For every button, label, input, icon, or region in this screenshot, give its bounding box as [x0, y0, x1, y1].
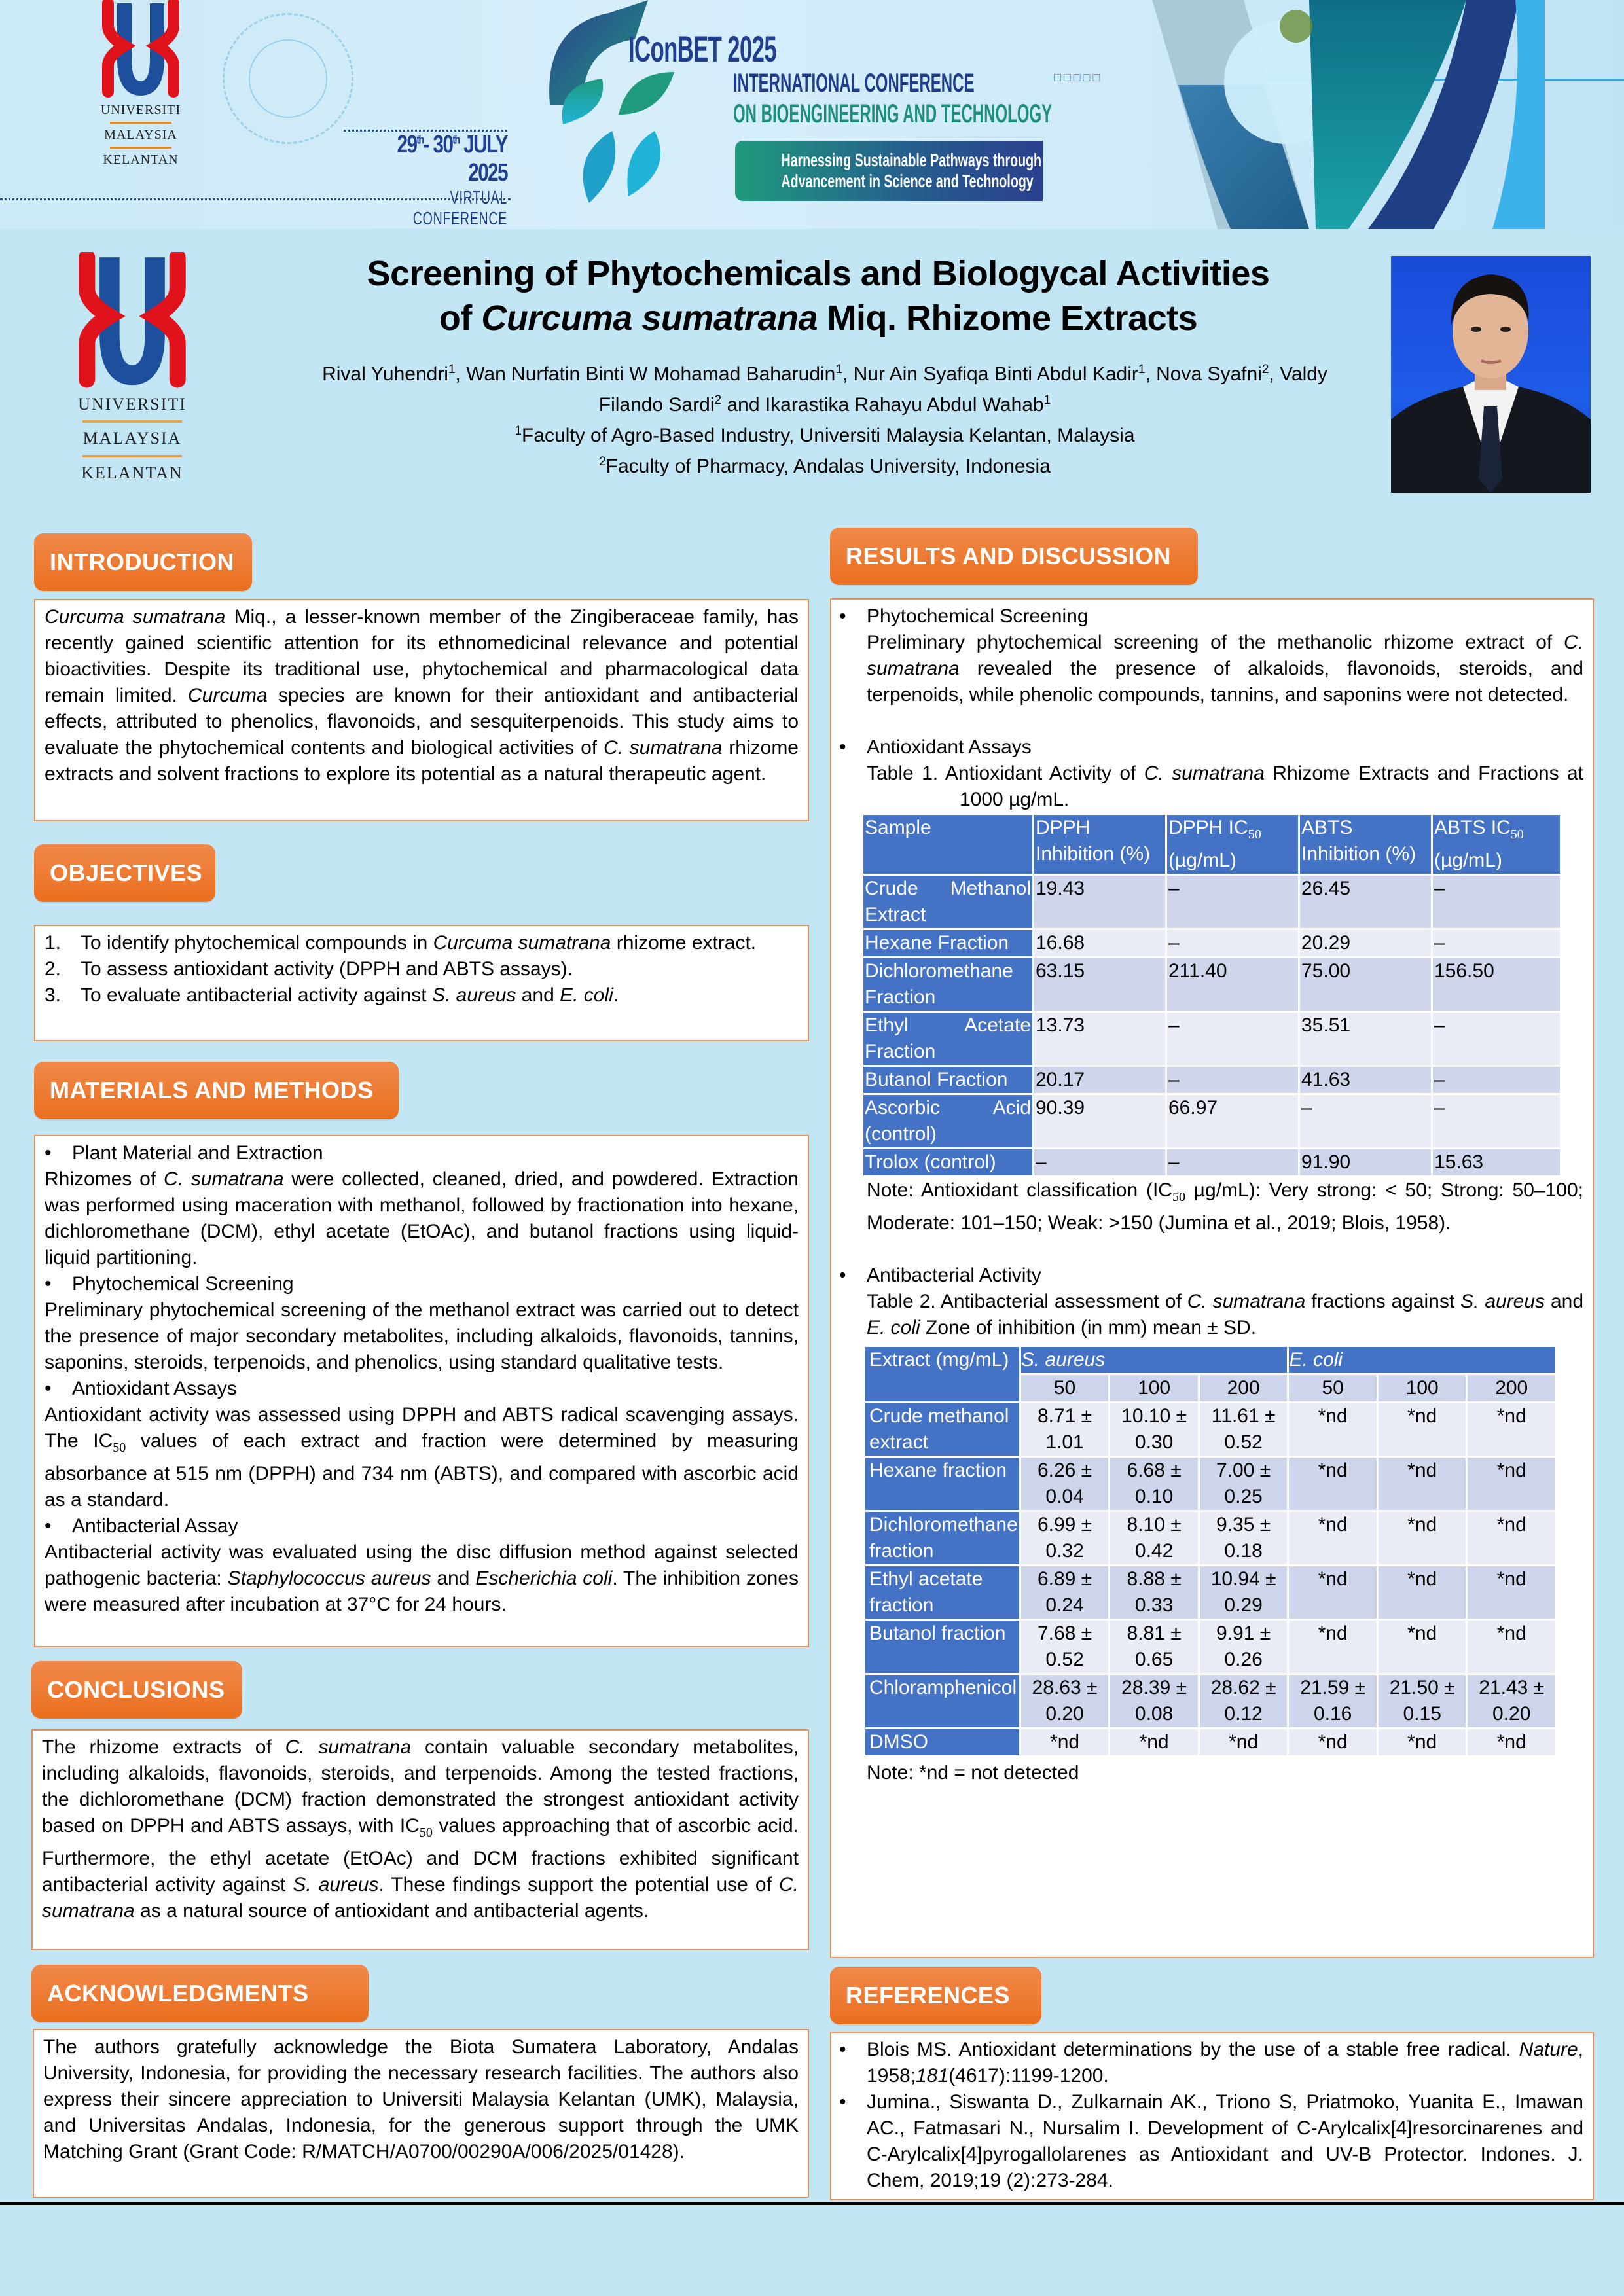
- umk-emblem-icon: [98, 0, 183, 98]
- section-heading-conclusions: CONCLUSIONS: [31, 1661, 242, 1719]
- section-heading-introduction: INTRODUCTION: [34, 533, 252, 591]
- value-cell: –: [1433, 1095, 1560, 1147]
- value-cell: –: [1167, 876, 1298, 928]
- value-cell: 211.40: [1167, 958, 1298, 1011]
- logo-line: UNIVERSITI: [78, 395, 187, 414]
- table-header-cell: ABTS $IC_{50}$ (µg/mL): [1433, 815, 1560, 874]
- table-header-cell: Sample: [863, 815, 1032, 874]
- value-cell: 66.97: [1167, 1095, 1298, 1147]
- table-header-cell: ABTS Inhibition (%): [1300, 815, 1431, 874]
- value-cell: –: [1034, 1149, 1165, 1175]
- squares-decoration: □□□□□: [1054, 71, 1103, 84]
- table1-note: Note: Antioxidant classification ($IC_{50}$ µg/mL): Very strong: < 50; Strong: 50–100; Moderate: 101–150; Weak: >150 (Jumina et al., 2019; Blois, 1958).: [867, 1179, 1583, 1234]
- sample-name-cell: Butanol Fraction: [863, 1067, 1032, 1093]
- inhibition-zone-cell: 28.63 ± 0.20: [1021, 1675, 1109, 1727]
- inhibition-zone-cell: 8.81 ± 0.65: [1110, 1621, 1198, 1673]
- author-name: Nur Ain Syafiqa Binti Abdul Kadir: [853, 363, 1138, 385]
- inhibition-zone-cell: 6.26 ± 0.04: [1021, 1458, 1109, 1510]
- inhibition-zone-cell: 7.68 ± 0.52: [1021, 1621, 1109, 1673]
- results-subheading: • Phytochemical Screening: [839, 605, 1089, 627]
- value-cell: –: [1433, 1067, 1560, 1093]
- inhibition-zone-cell: *nd: [1468, 1621, 1555, 1673]
- inhibition-zone-cell: *nd: [1379, 1566, 1466, 1619]
- sample-name-cell: Dichloromethane Fraction: [863, 958, 1032, 1011]
- title-line-1: Screening of Phytochemicals and Biologycal Activities: [367, 254, 1270, 293]
- table-header-row: [863, 815, 1560, 874]
- value-cell: 15.63: [1433, 1149, 1560, 1175]
- table-row: [865, 1458, 1555, 1510]
- extract-name-cell: Hexane fraction: [865, 1458, 1019, 1510]
- conference-mode: VIRTUAL CONFERENCE: [412, 187, 507, 228]
- inhibition-zone-cell: 28.39 ± 0.08: [1110, 1675, 1198, 1727]
- author-list: Rival Yuhendri$^1$, Wan Nurfatin Binti W Mohamad Baharudin$^1$, Nur Ain Syafiqa Binti Abdul Kadir$^1$, Nova Syafni$^2$, Valdy Filando Sardi$^2$ and Ikarastika Rahayu Abdul Wahab$^1$: [322, 363, 1327, 416]
- tech-circle-decoration: [249, 39, 327, 118]
- poster-title: [262, 251, 1375, 340]
- inhibition-zone-cell: 8.71 ± 1.01: [1021, 1403, 1109, 1456]
- inhibition-zone-cell: *nd: [1468, 1729, 1555, 1755]
- table-corner-header: Extract (mg/mL): [865, 1347, 1019, 1401]
- logo-divider: [82, 455, 182, 457]
- table-row: [863, 876, 1560, 928]
- value-cell: 90.39: [1034, 1095, 1165, 1147]
- acknowledgments-box: [33, 2029, 809, 2198]
- conference-tagline: [735, 141, 1043, 201]
- value-cell: –: [1167, 1013, 1298, 1065]
- sample-name-cell: Ascorbic Acid (control): [863, 1095, 1032, 1147]
- author-name: Rival Yuhendri: [322, 363, 448, 385]
- umk-emblem-icon: [73, 252, 191, 389]
- concentration-header: 50: [1289, 1375, 1377, 1401]
- methods-paragraph: Rhizomes of C. sumatrana were collected, cleaned, dried, and powdered. Extraction was performed using maceration with methanol, followed by fractionation into hexane, dichloromethane (DCM), ethyl acetate (EtOAc), and butanol fractions using liquid-liquid partitioning.: [45, 1168, 799, 1268]
- value-cell: 13.73: [1034, 1013, 1165, 1065]
- extract-name-cell: Chloramphenicol: [865, 1675, 1019, 1727]
- introduction-text: Curcuma sumatrana Miq., a lesser-known member of the Zingiberaceae family, has recently gained scientific attention for its ethnomedicinal relevance and potential bioactivities. Despite its traditional use, phytochemical and pharmacological data remain limited. Curcuma species are known for their antioxidant and antibacterial effects, attributed to phenolics, flavonoids, and sesquiterpenoids. This study aims to evaluate the phytochemical contents and biological activities of C. sumatrana rhizome extracts and solvent fractions to explore its potential as a natural therapeutic agent.: [45, 606, 799, 785]
- value-cell: 91.90: [1300, 1149, 1431, 1175]
- table-row: [863, 1095, 1560, 1147]
- sample-name-cell: Crude Methanol Extract: [863, 876, 1032, 928]
- logo-divider: [82, 420, 182, 423]
- reference-item: • Jumina., Siswanta D., Zulkarnain AK., Triono S, Priatmoko, Yuanita E., Imawan AC., Fatmasari N., Nursalim I. Development of C-Arylcalix[4]resorcinarenes and C-Arylcalix[4]pyrogallolarenes as Antioxidant and UV-B Protector. Indones. J. Chem, 2019;19 (2):273-284.: [839, 2091, 1583, 2191]
- table-group-header: S. aureus: [1021, 1347, 1288, 1373]
- table-row: [863, 1013, 1560, 1065]
- methods-subheading: • Antioxidant Assays: [45, 1378, 237, 1399]
- results-subheading: • Antioxidant Assays: [839, 736, 1032, 758]
- value-cell: 19.43: [1034, 876, 1165, 928]
- table-row: [865, 1403, 1555, 1456]
- logo-line: KELANTAN: [81, 463, 183, 482]
- dotted-divider: [0, 198, 511, 200]
- inhibition-zone-cell: *nd: [1468, 1566, 1555, 1619]
- tagline-line: Advancement in Science and Technology: [781, 171, 1034, 191]
- sample-name-cell: Trolox (control): [863, 1149, 1032, 1175]
- banner-logo-line: UNIVERSITI: [100, 103, 181, 117]
- conference-line-2: ON BIOENGINEERING AND TECHNOLOGY: [733, 99, 1053, 128]
- value-cell: –: [1167, 1067, 1298, 1093]
- inhibition-zone-cell: 21.50 ± 0.15: [1379, 1675, 1466, 1727]
- inhibition-zone-cell: 21.43 ± 0.20: [1468, 1675, 1555, 1727]
- inhibition-zone-cell: 9.91 ± 0.26: [1200, 1621, 1288, 1673]
- section-heading-acknowledgments: ACKNOWLEDGMENTS: [31, 1965, 369, 2022]
- table-header-cell: DPPH $IC_{50}$ (µg/mL): [1167, 815, 1298, 874]
- inhibition-zone-cell: *nd: [1289, 1403, 1377, 1456]
- table-group-header: E. coli: [1289, 1347, 1555, 1373]
- table-row: [863, 958, 1560, 1011]
- banner-logo-line: KELANTAN: [103, 152, 179, 167]
- inhibition-zone-cell: 11.61 ± 0.52: [1200, 1403, 1288, 1456]
- section-heading-objectives: OBJECTIVES: [34, 844, 215, 902]
- table-row: [865, 1512, 1555, 1564]
- inhibition-zone-cell: *nd: [1110, 1729, 1198, 1755]
- objectives-box: [34, 925, 809, 1041]
- inhibition-zone-cell: *nd: [1468, 1458, 1555, 1510]
- table-row: [865, 1675, 1555, 1727]
- references-box: [830, 2032, 1594, 2200]
- author-name: Ikarastika Rahayu Abdul Wahab: [765, 394, 1044, 416]
- portrait-photo: [1391, 256, 1591, 493]
- table-row: [865, 1566, 1555, 1619]
- inhibition-zone-cell: 6.99 ± 0.32: [1021, 1512, 1109, 1564]
- inhibition-zone-cell: *nd: [1289, 1566, 1377, 1619]
- inhibition-zone-cell: 10.10 ± 0.30: [1110, 1403, 1198, 1456]
- inhibition-zone-cell: *nd: [1379, 1729, 1466, 1755]
- inhibition-zone-cell: 8.10 ± 0.42: [1110, 1512, 1198, 1564]
- inhibition-zone-cell: 21.59 ± 0.16: [1289, 1675, 1377, 1727]
- inhibition-zone-cell: 6.89 ± 0.24: [1021, 1566, 1109, 1619]
- logo-line: MALAYSIA: [82, 429, 182, 448]
- objective-item: 1. To identify phytochemical compounds in Curcuma sumatrana rhizome extract.: [45, 932, 757, 954]
- inhibition-zone-cell: *nd: [1021, 1729, 1109, 1755]
- conference-banner: [0, 0, 1624, 229]
- results-box: [830, 598, 1594, 1958]
- author-portrait: [1391, 256, 1591, 493]
- logo-divider: [110, 147, 171, 149]
- conference-date: 29th- 30th JULY 2025: [397, 131, 507, 187]
- inhibition-zone-cell: *nd: [1379, 1512, 1466, 1564]
- banner-logo-line: MALAYSIA: [104, 128, 177, 142]
- methods-subheading: • Phytochemical Screening: [45, 1273, 294, 1295]
- concentration-header: 50: [1021, 1375, 1109, 1401]
- inhibition-zone-cell: *nd: [1200, 1729, 1288, 1755]
- inhibition-zone-cell: 6.68 ± 0.10: [1110, 1458, 1198, 1510]
- table-row: [863, 1149, 1560, 1175]
- logo-divider: [110, 122, 171, 124]
- university-logo: [73, 252, 191, 488]
- inhibition-zone-cell: *nd: [1468, 1512, 1555, 1564]
- author-name: Valdy Filando Sardi: [598, 363, 1327, 416]
- value-cell: 20.29: [1300, 930, 1431, 956]
- inhibition-zone-cell: 28.62 ± 0.12: [1200, 1675, 1288, 1727]
- objective-item: 2. To assess antioxidant activity (DPPH and ABTS assays).: [45, 958, 573, 980]
- section-heading-references: REFERENCES: [830, 1967, 1041, 2024]
- value-cell: 26.45: [1300, 876, 1431, 928]
- title-line-2: of Curcuma sumatrana Miq. Rhizome Extracts: [439, 298, 1198, 338]
- inhibition-zone-cell: *nd: [1379, 1621, 1466, 1673]
- table2-caption: Table 2. Antibacterial assessment of C. sumatrana fractions against S. aureus and E. coli Zone of inhibition (in mm) mean ± SD.: [867, 1291, 1584, 1338]
- table-header-cell: DPPH Inhibition (%): [1034, 815, 1165, 874]
- value-cell: –: [1433, 876, 1560, 928]
- extract-name-cell: Crude methanol extract: [865, 1403, 1019, 1456]
- reference-item: • Blois MS. Antioxidant determinations by the use of a stable free radical. Nature, 1958;181(4617):1199-1200.: [839, 2039, 1583, 2087]
- tagline-line: Harnessing Sustainable Pathways through: [781, 150, 1042, 170]
- value-cell: 156.50: [1433, 958, 1560, 1011]
- objective-item: 3. To evaluate antibacterial activity against S. aureus and E. coli.: [45, 984, 619, 1006]
- sample-name-cell: Hexane Fraction: [863, 930, 1032, 956]
- antioxidant-table: [861, 813, 1562, 1177]
- inhibition-zone-cell: *nd: [1289, 1512, 1377, 1564]
- conference-name: IConBET 2025: [628, 28, 777, 69]
- value-cell: 41.63: [1300, 1067, 1431, 1093]
- affiliation: $^2$Faculty of Pharmacy, Andalas University, Indonesia: [599, 455, 1051, 477]
- footer-divider: [0, 2202, 1624, 2205]
- value-cell: 63.15: [1034, 958, 1165, 1011]
- results-paragraph: Preliminary phytochemical screening of the methanolic rhizome extract of C. sumatrana revealed the presence of alkaloids, flavonoids, steroids, and terpenoids, while phenolic compounds, tannins, and saponins were not detected.: [867, 632, 1583, 706]
- inhibition-zone-cell: *nd: [1289, 1729, 1377, 1755]
- value-cell: 75.00: [1300, 958, 1431, 1011]
- conclusions-box: [31, 1729, 809, 1950]
- banner-university-logo: [98, 0, 183, 183]
- conclusions-text: The rhizome extracts of C. sumatrana contain valuable secondary metabolites, including alkaloids, flavonoids, steroids, and terpenoids. Among the tested fractions, the dichloromethane (DCM) fraction demonstrated the strongest antioxidant activity based on DPPH and ABTS assays, with $IC_{50}$ values approaching that of ascorbic acid. Furthermore, the ethyl acetate (EtOAc) and DCM fractions exhibited significant antibacterial activity against S. aureus. These findings support the potential use of C. sumatrana as a natural source of antioxidant and antibacterial agents.: [42, 1736, 799, 1922]
- methods-box: [34, 1135, 809, 1647]
- extract-name-cell: Butanol fraction: [865, 1621, 1019, 1673]
- value-cell: –: [1167, 930, 1298, 956]
- methods-paragraph: Antibacterial activity was evaluated using the disc diffusion method against selected pathogenic bacteria: Staphylococcus aureus and Escherichia coli. The inhibition zones were measured after incubation at 37°C for 24 hours.: [45, 1541, 799, 1615]
- section-heading-methods: MATERIALS AND METHODS: [34, 1062, 399, 1119]
- inhibition-zone-cell: 8.88 ± 0.33: [1110, 1566, 1198, 1619]
- concentration-header: 200: [1200, 1375, 1288, 1401]
- author-name: Wan Nurfatin Binti W Mohamad Baharudin: [466, 363, 836, 385]
- science-photo-collage: [1152, 0, 1558, 229]
- sample-name-cell: Ethyl Acetate Fraction: [863, 1013, 1032, 1065]
- methods-paragraph: Preliminary phytochemical screening of the methanol extract was carried out to detect the presence of major secondary metabolites, including alkaloids, flavonoids, tannins, saponins, steroids, terpenoids, and phenolics, using standard qualitative tests.: [45, 1299, 799, 1373]
- methods-subheading: • Plant Material and Extraction: [45, 1142, 323, 1164]
- table-row: [865, 1729, 1555, 1755]
- concentration-header: 200: [1468, 1375, 1555, 1401]
- section-heading-results: RESULTS AND DISCUSSION: [830, 528, 1198, 585]
- inhibition-zone-cell: *nd: [1289, 1458, 1377, 1510]
- extract-name-cell: DMSO: [865, 1729, 1019, 1755]
- inhibition-zone-cell: 9.35 ± 0.18: [1200, 1512, 1288, 1564]
- antibacterial-table: [863, 1345, 1557, 1757]
- inhibition-zone-cell: 10.94 ± 0.29: [1200, 1566, 1288, 1619]
- value-cell: 20.17: [1034, 1067, 1165, 1093]
- methods-subheading: • Antibacterial Assay: [45, 1515, 238, 1537]
- table-row: [863, 930, 1560, 956]
- conference-date-block: [324, 131, 507, 229]
- value-cell: –: [1300, 1095, 1431, 1147]
- inhibition-zone-cell: *nd: [1468, 1403, 1555, 1456]
- extract-name-cell: Dichloromethane fraction: [865, 1512, 1019, 1564]
- authors-block: [301, 357, 1348, 480]
- results-subheading: • Antibacterial Activity: [839, 1265, 1041, 1286]
- author-name: Nova Syafni: [1156, 363, 1262, 385]
- acknowledgments-text: The authors gratefully acknowledge the Biota Sumatera Laboratory, Andalas University, Indonesia, for providing the necessary research facilities. The authors also express their sincere appreciation to Universiti Malaysia Kelantan (UMK), Malaysia, and Universitas Andalas, Indonesia, for the generous support through the UMK Matching Grant (Grant Code: R/MATCH/A0700/00290A/006/2025/01428).: [43, 2036, 799, 2162]
- inhibition-zone-cell: *nd: [1289, 1621, 1377, 1673]
- value-cell: 16.68: [1034, 930, 1165, 956]
- affiliation: $^1$Faculty of Agro-Based Industry, Universiti Malaysia Kelantan, Malaysia: [514, 424, 1135, 446]
- concentration-header: 100: [1379, 1375, 1466, 1401]
- table2-note: Note: *nd = not detected: [867, 1762, 1079, 1784]
- conference-line-1: INTERNATIONAL CONFERENCE: [733, 69, 975, 98]
- value-cell: 35.51: [1300, 1013, 1431, 1065]
- concentration-header: 100: [1110, 1375, 1198, 1401]
- table1-caption: Table 1. Antioxidant Activity of C. sumatrana Rhizome Extracts and Fractions at 1000 µg/mL.: [867, 762, 1583, 810]
- table-row: [863, 1067, 1560, 1093]
- value-cell: –: [1433, 930, 1560, 956]
- value-cell: –: [1433, 1013, 1560, 1065]
- inhibition-zone-cell: *nd: [1379, 1458, 1466, 1510]
- methods-paragraph: Antioxidant activity was assessed using DPPH and ABTS radical scavenging assays. The $IC_{50}$ values of each extract and fraction were determined by measuring absorbance at 515 nm (DPPH) and 734 nm (ABTS), and compared with ascorbic acid as a standard.: [45, 1404, 799, 1511]
- extract-name-cell: Ethyl acetate fraction: [865, 1566, 1019, 1619]
- inhibition-zone-cell: 7.00 ± 0.25: [1200, 1458, 1288, 1510]
- table-group-header-row: [865, 1347, 1555, 1373]
- inhibition-zone-cell: *nd: [1379, 1403, 1466, 1456]
- introduction-box: [34, 599, 809, 821]
- table-row: [865, 1621, 1555, 1673]
- value-cell: –: [1167, 1149, 1298, 1175]
